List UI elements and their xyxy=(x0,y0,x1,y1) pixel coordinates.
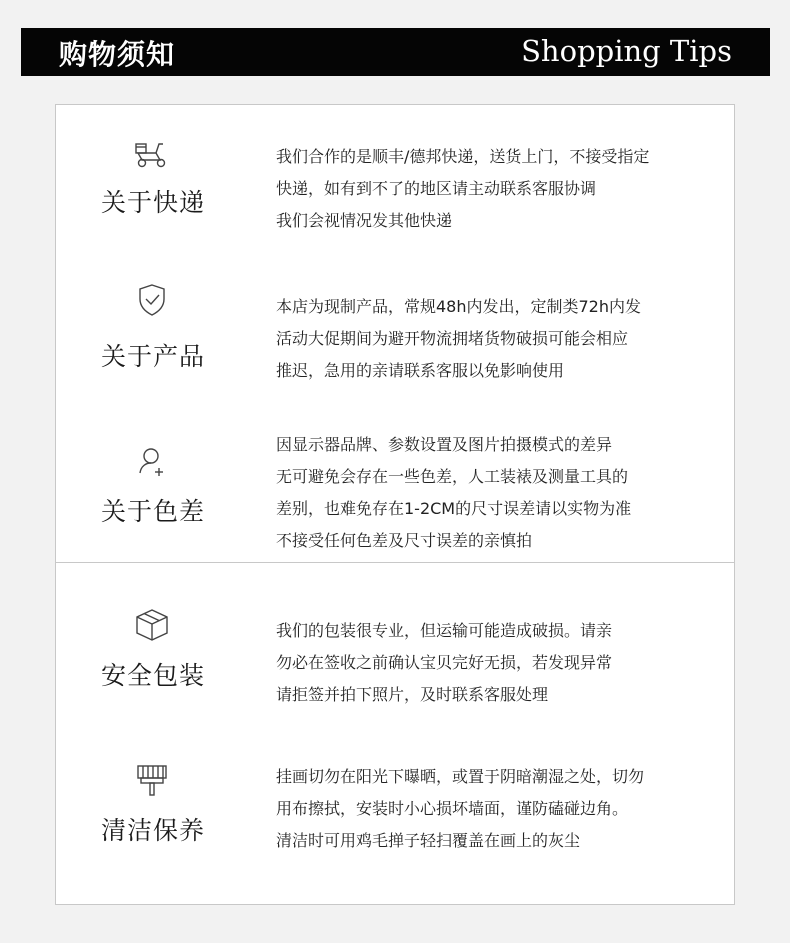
section-title: 关于产品 xyxy=(100,342,205,371)
text-line: 请拒签并拍下照片，及时联系客服处理 xyxy=(276,685,549,704)
package-icon xyxy=(132,608,172,642)
section-title: 清洁保养 xyxy=(100,816,205,845)
text-line: 我们会视情况发其他快递 xyxy=(276,211,453,230)
text-line: 清洁时可用鸡毛掸子轻扫覆盖在画上的灰尘 xyxy=(276,831,581,850)
section-title: 关于色差 xyxy=(100,497,205,526)
section-text xyxy=(276,761,716,857)
text-line: 勿必在签收之前确认宝贝完好无损，若发现异常 xyxy=(276,653,613,672)
text-line: 挂画切勿在阳光下曝晒，或置于阴暗潮湿之处，切勿 xyxy=(276,767,645,786)
text-line: 用布擦拭，安装时小心损坏墙面，谨防磕碰边角。 xyxy=(276,799,629,818)
text-line: 推迟，急用的亲请联系客服以免影响使用 xyxy=(276,361,565,380)
text-line: 差别，也难免存在1-2CM的尺寸误差请以实物为准 xyxy=(276,499,632,518)
text-line: 我们合作的是顺丰/德邦快递，送货上门，不接受指定 xyxy=(276,147,650,166)
tips-box-bottom xyxy=(55,562,735,905)
section-text xyxy=(276,429,716,557)
section-text xyxy=(276,291,716,387)
header-title-en: Shopping Tips xyxy=(521,34,732,68)
text-line: 快递，如有到不了的地区请主动联系客服协调 xyxy=(276,179,597,198)
text-line: 无可避免会存在一些色差，人工装裱及测量工具的 xyxy=(276,467,629,486)
brush-icon xyxy=(132,763,172,797)
text-line: 因显示器品牌、参数设置及图片拍摄模式的差异 xyxy=(276,435,613,454)
header-banner xyxy=(21,28,770,76)
section-title: 关于快递 xyxy=(100,188,205,217)
section-text xyxy=(276,141,716,237)
shield-check-icon xyxy=(132,283,172,317)
text-line: 不接受任何色差及尺寸误差的亲慎拍 xyxy=(276,531,533,550)
section-text xyxy=(276,615,716,711)
text-line: 我们的包装很专业，但运输可能造成破损。请亲 xyxy=(276,621,613,640)
user-add-icon xyxy=(132,445,172,479)
section-title: 安全包装 xyxy=(100,661,205,690)
scooter-icon xyxy=(132,138,172,172)
text-line: 本店为现制产品，常规48h内发出，定制类72h内发 xyxy=(276,297,642,316)
header-title-cn: 购物须知 xyxy=(59,38,176,71)
text-line: 活动大促期间为避开物流拥堵货物破损可能会相应 xyxy=(276,329,629,348)
tips-box-top xyxy=(55,104,735,564)
